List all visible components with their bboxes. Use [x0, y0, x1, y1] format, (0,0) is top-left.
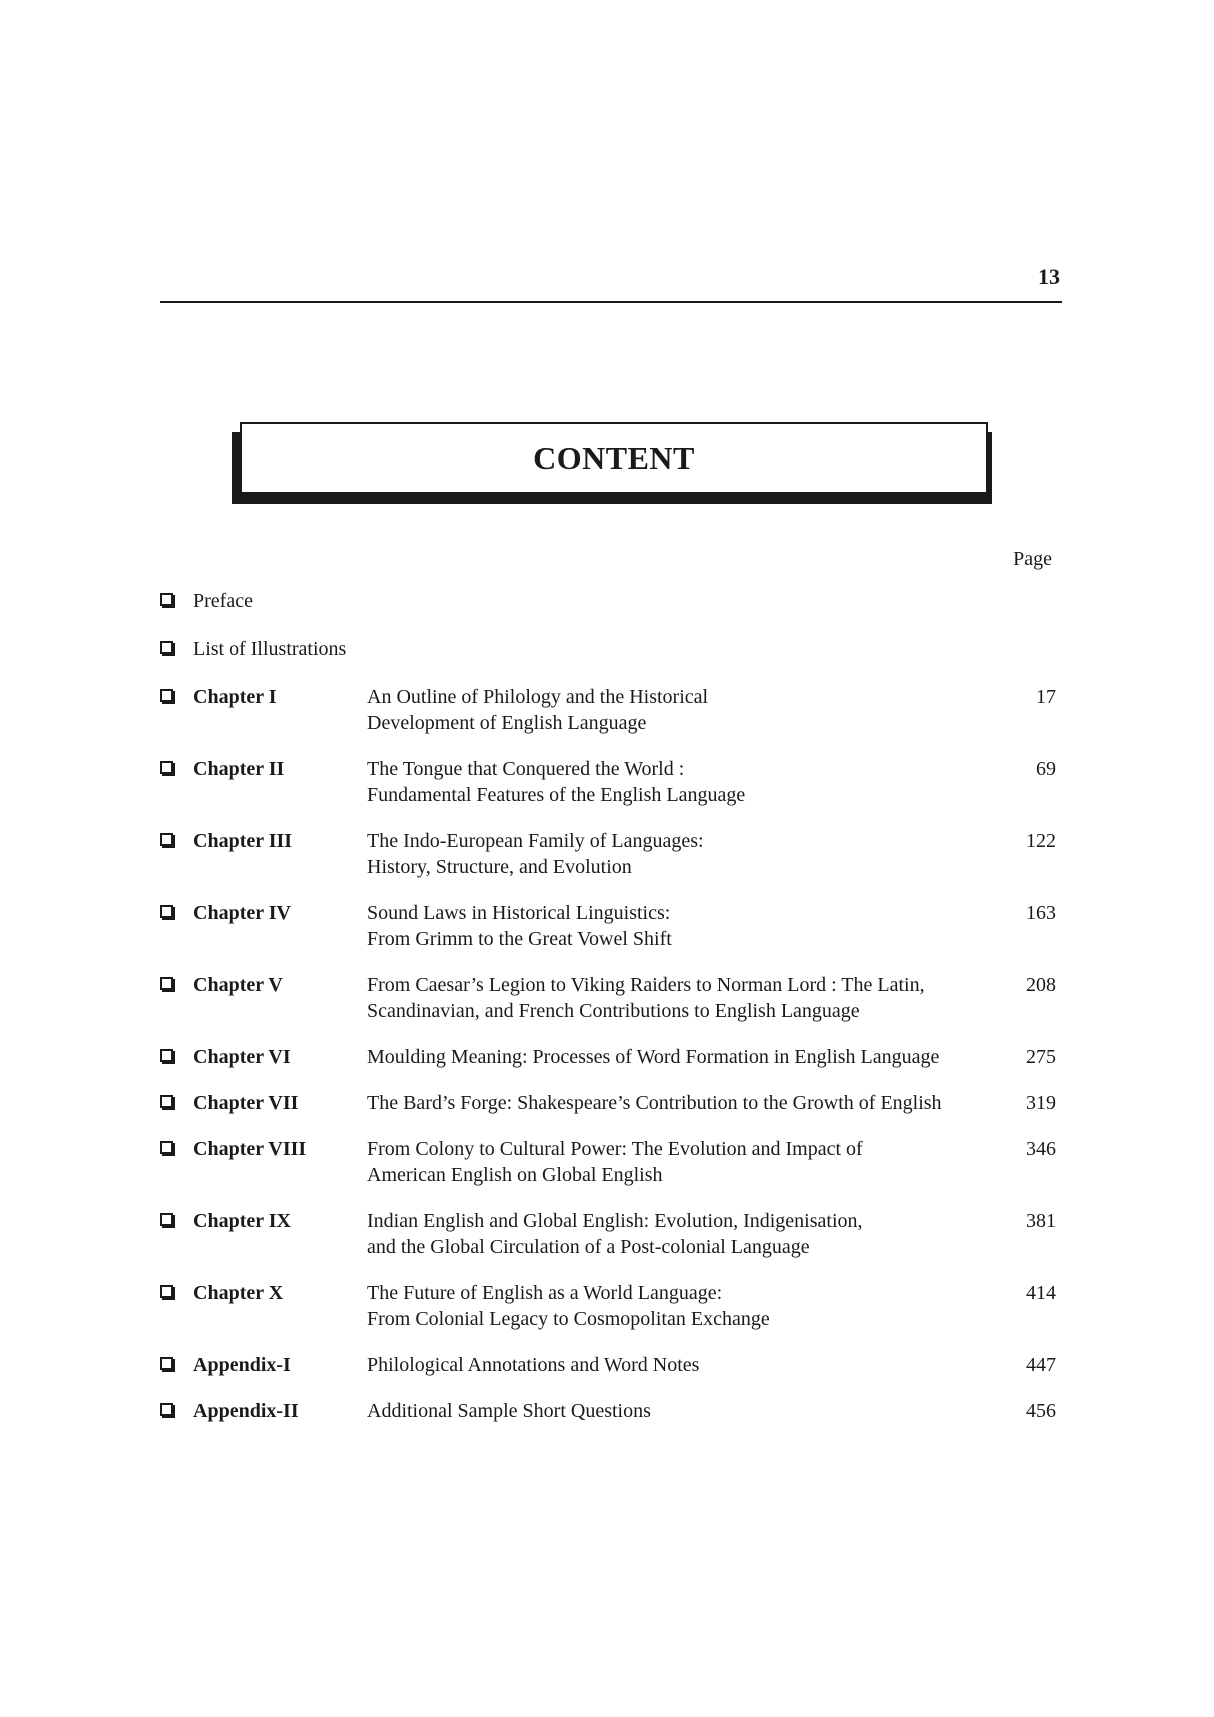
toc-entry-page-number: 447	[1026, 1354, 1056, 1376]
toc-entry-label: Chapter VIII	[193, 1138, 307, 1160]
toc-entry	[160, 588, 1056, 614]
checkbox-bullet-icon	[160, 977, 173, 990]
toc-entry-label: Appendix-II	[193, 1400, 299, 1422]
toc-entry	[160, 684, 1056, 736]
toc-entry-description	[367, 1044, 996, 1070]
toc-entry-label: Chapter V	[193, 974, 283, 996]
toc-entry	[160, 1136, 1056, 1188]
page-title: CONTENT	[533, 439, 695, 476]
toc-entry-label: Chapter I	[193, 686, 277, 708]
header-rule	[160, 301, 1062, 303]
toc-entry-page-number: 275	[1026, 1046, 1056, 1068]
toc-entry-page-number: 414	[1026, 1282, 1056, 1304]
toc-entry-label: Appendix-I	[193, 1354, 291, 1376]
toc-entry-page-number: 319	[1026, 1092, 1056, 1114]
toc-entry-description-line: Moulding Meaning: Processes of Word Formation in English Language	[367, 1046, 940, 1068]
checkbox-bullet-icon	[160, 593, 173, 606]
toc-entry-label: List of Illustrations	[193, 638, 347, 660]
toc-entry-page-number: 346	[1026, 1138, 1056, 1160]
toc-entry-label: Chapter IV	[193, 902, 291, 924]
toc-entry-description-line: The Future of English as a World Language:	[367, 1282, 723, 1304]
toc-entry	[160, 1044, 1056, 1070]
toc-entry-page-number: 163	[1026, 902, 1056, 924]
toc-entry-description-line: Philological Annotations and Word Notes	[367, 1354, 700, 1376]
toc-entry-description	[367, 1208, 996, 1260]
table-of-contents	[160, 588, 1056, 1424]
toc-entry	[160, 756, 1056, 808]
toc-entry-page-number: 208	[1026, 974, 1056, 996]
toc-entry-description	[367, 1090, 996, 1116]
toc-entry-description	[367, 1352, 996, 1378]
toc-entry-page-number: 381	[1026, 1210, 1056, 1232]
toc-entry-description-line: and the Global Circulation of a Post-colonial Language	[367, 1236, 810, 1258]
toc-entry	[160, 636, 1056, 662]
toc-entry-description-line: From Grimm to the Great Vowel Shift	[367, 928, 672, 950]
checkbox-bullet-icon	[160, 833, 173, 846]
toc-entry-description	[367, 828, 996, 880]
toc-entry-description-line: Development of English Language	[367, 712, 647, 734]
toc-entry-label: Preface	[193, 590, 253, 612]
toc-entry-description-line: History, Structure, and Evolution	[367, 856, 632, 878]
toc-entry-description-line: From Colony to Cultural Power: The Evolution and Impact of	[367, 1138, 863, 1160]
toc-entry-description-line: Scandinavian, and French Contributions to English Language	[367, 1000, 860, 1022]
toc-entry-label: Chapter III	[193, 830, 293, 852]
checkbox-bullet-icon	[160, 905, 173, 918]
checkbox-bullet-icon	[160, 761, 173, 774]
checkbox-bullet-icon	[160, 1213, 173, 1226]
toc-entry	[160, 1280, 1056, 1332]
toc-entry	[160, 1398, 1056, 1424]
toc-entry-page-number: 69	[1036, 758, 1056, 780]
title-box	[232, 422, 1000, 504]
checkbox-bullet-icon	[160, 1141, 173, 1154]
toc-entry-description	[367, 756, 996, 808]
toc-entry-label: Chapter X	[193, 1282, 284, 1304]
toc-entry-page-number: 456	[1026, 1400, 1056, 1422]
toc-entry-page-number: 17	[1036, 686, 1056, 708]
toc-entry-description-line: Additional Sample Short Questions	[367, 1400, 651, 1422]
toc-entry	[160, 900, 1056, 952]
checkbox-bullet-icon	[160, 1403, 173, 1416]
toc-entry-description	[367, 1136, 996, 1188]
checkbox-bullet-icon	[160, 1095, 173, 1108]
page-number: 13	[1038, 264, 1060, 289]
toc-entry-description-line: From Caesar’s Legion to Viking Raiders to Norman Lord : The Latin,	[367, 974, 925, 996]
toc-entry-description	[367, 1280, 996, 1332]
toc-entry-description	[367, 972, 996, 1024]
checkbox-bullet-icon	[160, 1357, 173, 1370]
page-column-label: Page	[1013, 548, 1052, 570]
toc-entry-description	[367, 1398, 996, 1424]
toc-entry-page-number: 122	[1026, 830, 1056, 852]
toc-entry-description-line: From Colonial Legacy to Cosmopolitan Exchange	[367, 1308, 770, 1330]
toc-entry	[160, 1352, 1056, 1378]
checkbox-bullet-icon	[160, 641, 173, 654]
checkbox-bullet-icon	[160, 1285, 173, 1298]
toc-entry-description-line: The Bard’s Forge: Shakespeare’s Contribution to the Growth of English	[367, 1092, 942, 1114]
toc-entry	[160, 1090, 1056, 1116]
title-box-frame	[240, 422, 988, 494]
checkbox-bullet-icon	[160, 689, 173, 702]
toc-entry-description-line: Sound Laws in Historical Linguistics:	[367, 902, 671, 924]
toc-entry	[160, 828, 1056, 880]
toc-entry-label: Chapter VII	[193, 1092, 299, 1114]
toc-entry-label: Chapter IX	[193, 1210, 291, 1232]
toc-entry-description-line: Indian English and Global English: Evolution, Indigenisation,	[367, 1210, 863, 1232]
toc-entry-description	[367, 900, 996, 952]
toc-entry	[160, 1208, 1056, 1260]
toc-entry-description-line: Fundamental Features of the English Language	[367, 784, 746, 806]
toc-entry-label: Chapter II	[193, 758, 285, 780]
toc-entry-label: Chapter VI	[193, 1046, 291, 1068]
toc-entry-description-line: An Outline of Philology and the Historical	[367, 686, 709, 708]
toc-entry-description-line: The Indo-European Family of Languages:	[367, 830, 704, 852]
toc-entry-description	[367, 684, 996, 736]
toc-entry	[160, 972, 1056, 1024]
toc-entry-description-line: The Tongue that Conquered the World :	[367, 758, 685, 780]
toc-entry-description-line: American English on Global English	[367, 1164, 663, 1186]
checkbox-bullet-icon	[160, 1049, 173, 1062]
